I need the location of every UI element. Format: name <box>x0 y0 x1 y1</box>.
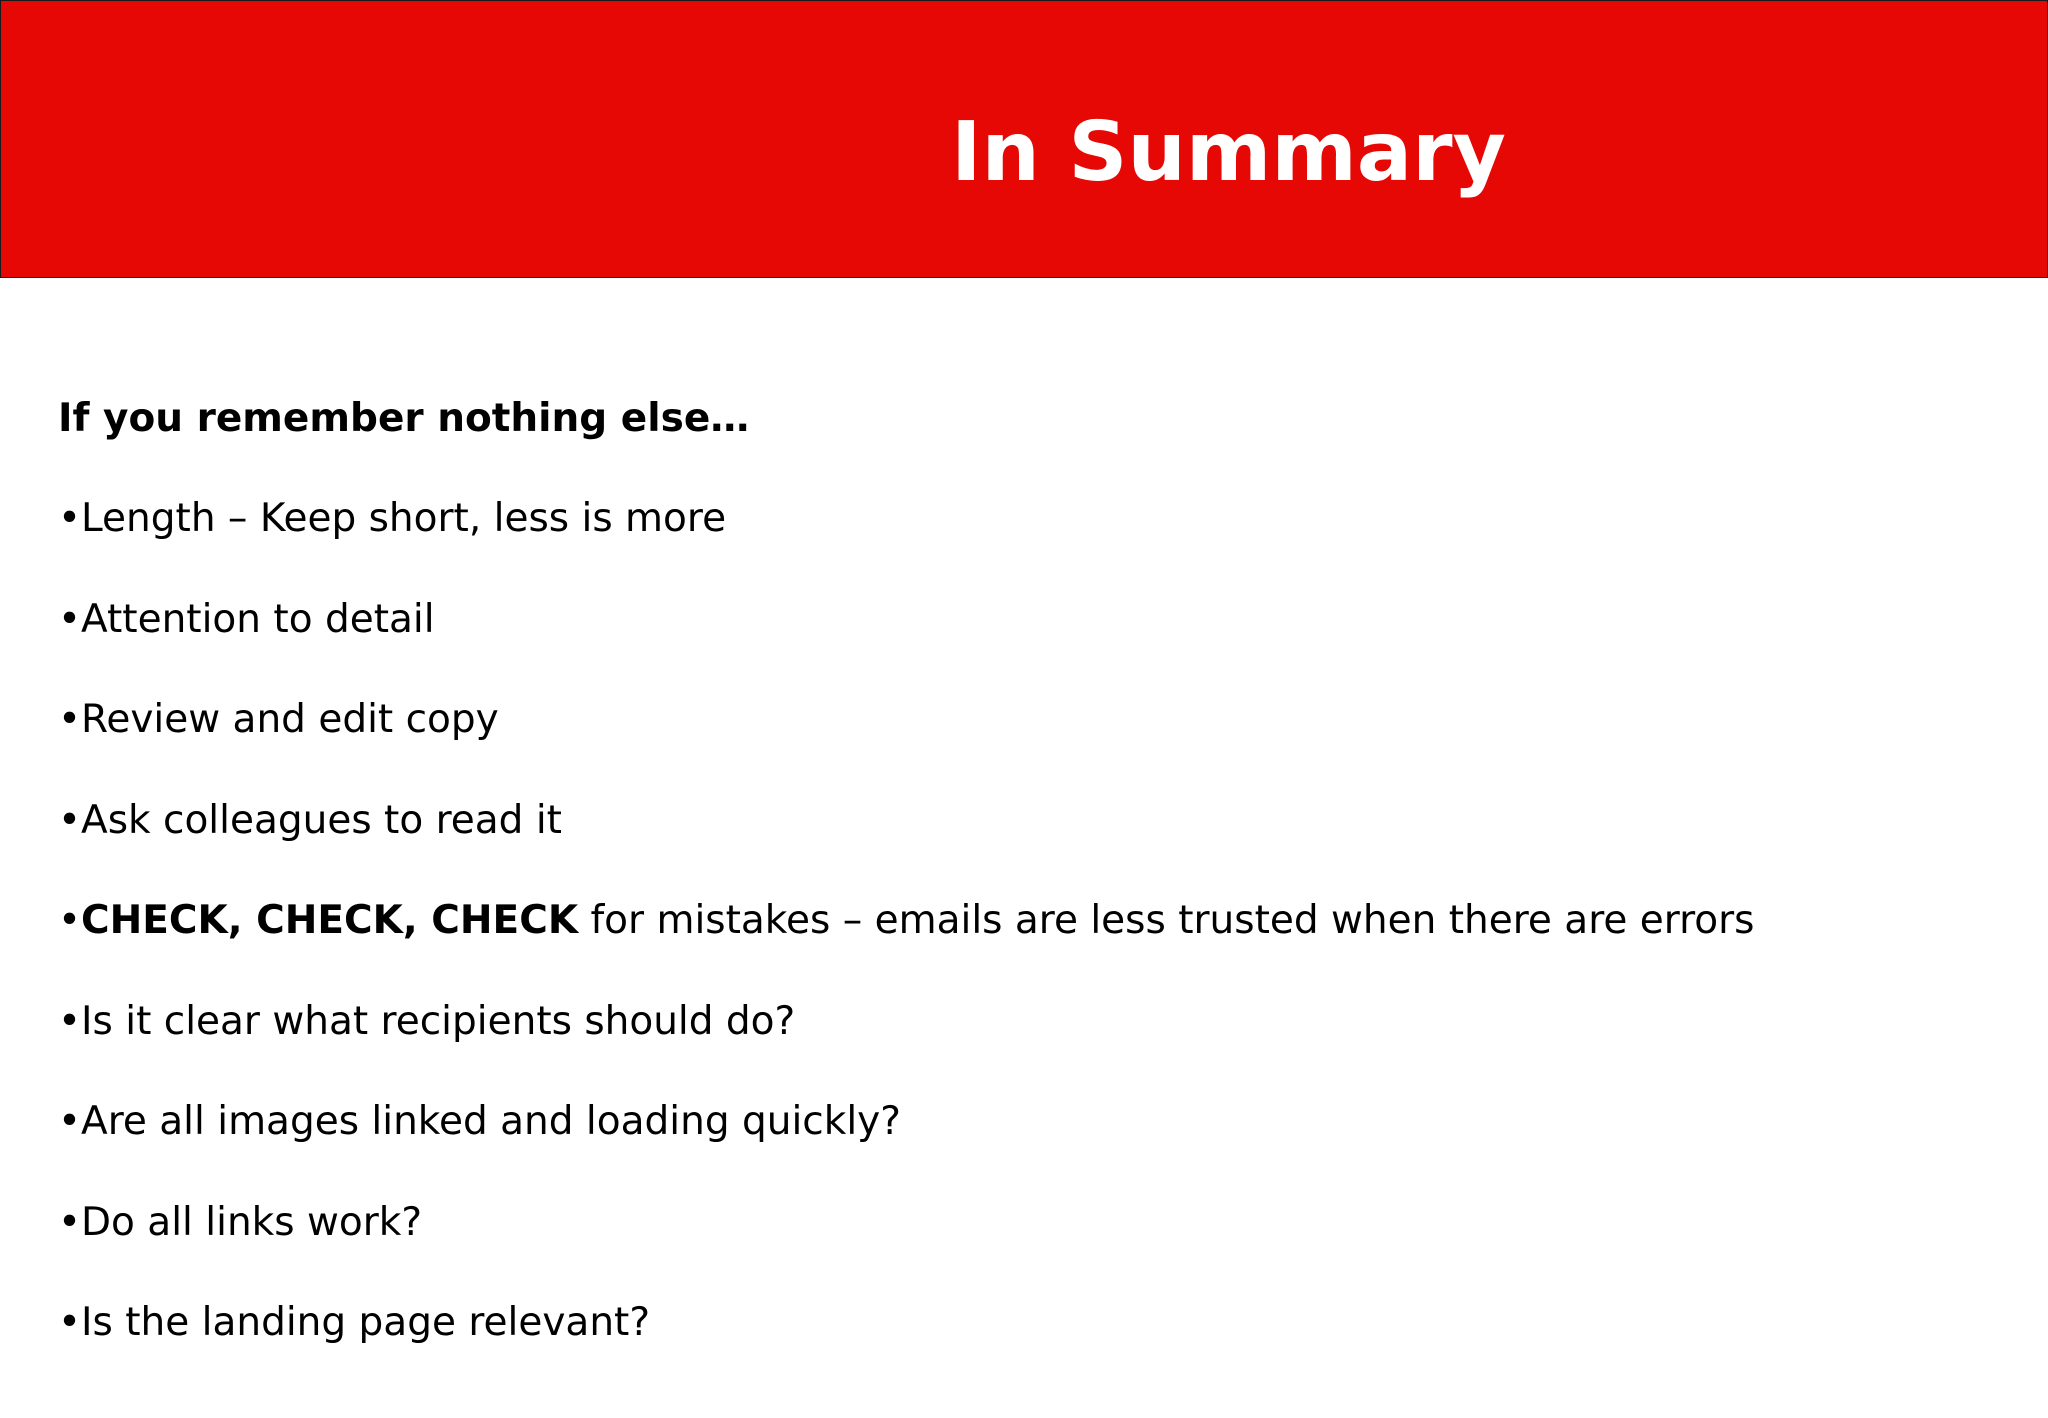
bullet-text: Are all images linked and loading quickly? <box>81 1099 901 1144</box>
bullet-glyph: • <box>58 797 82 843</box>
bullet-text: for mistakes – emails are less trusted when there are errors <box>578 898 1755 943</box>
bullet-item <box>58 1091 2018 1192</box>
slide-body <box>58 388 2018 1393</box>
bullet-glyph: • <box>58 496 82 541</box>
bullet-text: Do all links work? <box>81 1199 423 1245</box>
bullet-item <box>58 790 2018 891</box>
bullet-item <box>58 991 2018 1092</box>
bullet-text: Ask colleagues to read it <box>81 797 562 843</box>
bullet-item <box>58 1192 2018 1293</box>
bullet-glyph: • <box>58 998 82 1044</box>
title-banner <box>0 0 2048 278</box>
bullet-list <box>58 488 2018 1393</box>
bullet-glyph: • <box>58 596 82 642</box>
bullet-item <box>58 1292 2018 1393</box>
bullet-emphasis: CHECK, CHECK, CHECK <box>81 898 579 943</box>
bullet-text: Attention to detail <box>81 596 435 642</box>
bullet-text: Is the landing page relevant? <box>81 1300 651 1345</box>
bullet-glyph: • <box>58 898 82 943</box>
bullet-glyph: • <box>58 1199 82 1245</box>
bullet-item <box>58 589 2018 690</box>
bullet-text: Review and edit copy <box>81 697 499 742</box>
bullet-text: Is it clear what recipients should do? <box>81 998 796 1044</box>
bullet-text: Length – Keep short, less is more <box>81 496 727 541</box>
intro-heading: If you remember nothing else… <box>58 396 750 441</box>
bullet-glyph: • <box>58 1300 82 1345</box>
slide-title: In Summary <box>951 105 1506 200</box>
bullet-item <box>58 689 2018 790</box>
bullet-item <box>58 488 2018 589</box>
bullet-glyph: • <box>58 697 82 742</box>
bullet-glyph: • <box>58 1099 82 1144</box>
bullet-item <box>58 890 2018 991</box>
